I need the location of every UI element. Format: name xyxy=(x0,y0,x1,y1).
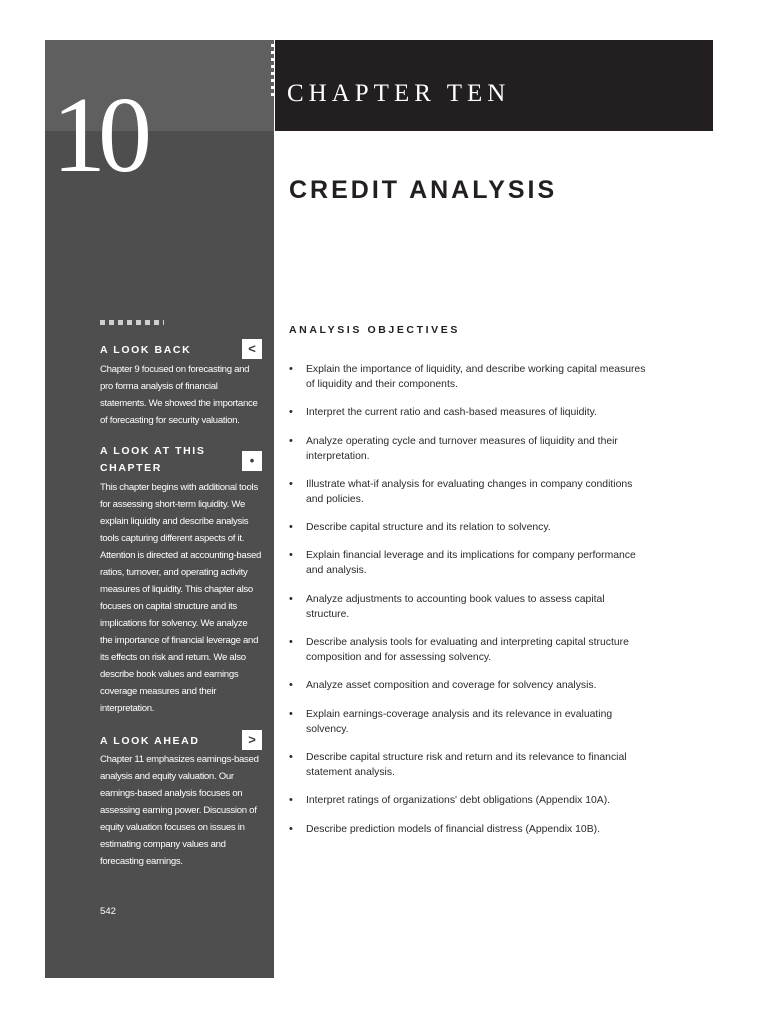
look-back-text: Chapter 9 focused on forecasting and pro forma analysis of financial statements. We showed the importance of forecasting for security valuation. xyxy=(100,364,258,426)
look-at-heading-line1: A LOOK AT THIS xyxy=(100,445,206,457)
objective-item: • Explain financial leverage and its implications for company performance and analysis. xyxy=(289,549,636,577)
look-back-icon: < xyxy=(242,339,262,359)
bullet-icon: • xyxy=(289,822,293,835)
page-number: 542 xyxy=(100,906,117,917)
chapter-number: 10 xyxy=(52,76,144,195)
bullet-icon: • xyxy=(289,521,293,534)
objective-item: • Illustrate what-if analysis for evaluating changes in company conditions and policies. xyxy=(289,477,633,505)
sidebar-dotted-rule xyxy=(100,320,164,325)
objectives-heading: ANALYSIS OBJECTIVES xyxy=(289,324,460,336)
bullet-icon: • xyxy=(289,750,293,763)
look-at-icon: • xyxy=(242,451,262,471)
look-at-heading-line2: CHAPTER xyxy=(100,462,162,474)
bullet-icon: • xyxy=(289,592,293,605)
chapter-label: CHAPTER TEN xyxy=(287,80,511,107)
look-ahead-heading: A LOOK AHEAD xyxy=(100,735,200,747)
objective-item: • Interpret the current ratio and cash-based measures of liquidity. xyxy=(289,406,597,419)
objective-item: • Analyze adjustments to accounting book values to assess capital structure. xyxy=(289,592,605,620)
objective-item: • Describe capital structure and its relation to solvency. xyxy=(289,521,551,534)
look-at-text: This chapter begins with additional tools for assessing short-term liquidity. We explain liquidity and describe analysis tools capturing different aspects of it. Attention is directed at accounting-based ratios, turnover, and operating activity measures of liquidity. This chapter also focuses on capital structure and its implications for solvency. We analyze the importance of financial leverage and its effects on risk and return. We also describe book values and earnings coverage measures and their interpretation. xyxy=(100,482,262,714)
vertical-dotted-rule xyxy=(271,44,275,100)
bullet-icon: • xyxy=(289,794,293,807)
objective-item: • Interpret ratings of organizations' debt obligations (Appendix 10A). xyxy=(289,794,611,807)
objective-item: • Analyze operating cycle and turnover measures of liquidity and their interpretation. xyxy=(289,434,618,462)
objectives-list xyxy=(289,362,649,850)
objective-item: • Describe capital structure risk and return and its relevance to financial statement analysis. xyxy=(289,750,627,778)
objective-item: • Describe analysis tools for evaluating and interpreting capital structure composition and for assessing solvency. xyxy=(289,636,629,664)
look-ahead-text: Chapter 11 emphasizes earnings-based analysis and equity valuation. Our earnings-based analysis focuses on assessing earning power. Discussion of equity valuation focuses on issues in estimating company values and forecasting earnings. xyxy=(100,754,259,867)
bullet-icon: • xyxy=(289,434,293,447)
bullet-icon: • xyxy=(289,363,293,375)
look-ahead-icon: > xyxy=(242,730,262,750)
chapter-title: CREDIT ANALYSIS xyxy=(289,176,558,204)
objective-item: • Describe prediction models of financial distress (Appendix 10B). xyxy=(289,822,600,835)
objective-item: • Analyze asset composition and coverage for solvency analysis. xyxy=(289,679,597,692)
objective-item: • Explain the importance of liquidity, and describe working capital measures of liquidity and their components. xyxy=(289,363,646,390)
bullet-icon: • xyxy=(289,707,293,720)
look-back-heading: A LOOK BACK xyxy=(100,344,192,356)
bullet-icon: • xyxy=(289,679,293,692)
bullet-icon: • xyxy=(289,636,293,649)
bullet-icon: • xyxy=(289,477,293,490)
objective-item: • Explain earnings-coverage analysis and its relevance in evaluating solvency. xyxy=(289,707,613,735)
bullet-icon: • xyxy=(289,549,293,562)
bullet-icon: • xyxy=(289,406,293,419)
